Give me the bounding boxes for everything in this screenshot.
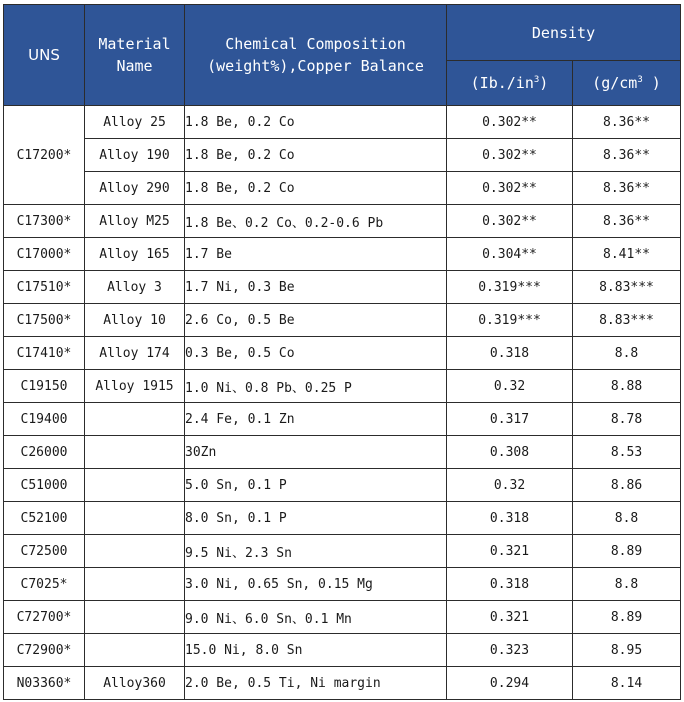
cell-material-name [85, 502, 185, 535]
cell-material-name [85, 469, 185, 502]
cell-density-g-per-cubic-cm: 8.86 [573, 469, 681, 502]
table-row [4, 139, 681, 172]
table-row [4, 205, 681, 238]
table-row [4, 271, 681, 304]
cell-material-name [85, 403, 185, 436]
cell-material-name [85, 634, 185, 667]
cell-density-g-per-cubic-cm: 8.36** [573, 172, 681, 205]
cell-uns: C19400 [4, 403, 85, 436]
cell-density-lb-per-cubic-inch: 0.294 [447, 667, 573, 700]
cell-chemical-composition: 1.7 Be [185, 238, 447, 271]
cell-density-lb-per-cubic-inch: 0.302** [447, 106, 573, 139]
cell-uns: C17500* [4, 304, 85, 337]
table-body [4, 106, 681, 700]
cell-chemical-composition: 1.8 Be, 0.2 Co [185, 106, 447, 139]
cell-material-name: Alloy 165 [85, 238, 185, 271]
cell-density-g-per-cubic-cm: 8.8 [573, 568, 681, 601]
cell-density-lb-per-cubic-inch: 0.304** [447, 238, 573, 271]
cell-density-g-per-cubic-cm: 8.36** [573, 205, 681, 238]
cell-chemical-composition: 2.4 Fe, 0.1 Zn [185, 403, 447, 436]
cell-uns: C26000 [4, 436, 85, 469]
cell-density-g-per-cubic-cm: 8.41** [573, 238, 681, 271]
table-row [4, 568, 681, 601]
cell-density-g-per-cubic-cm: 8.8 [573, 337, 681, 370]
cell-material-name: Alloy 190 [85, 139, 185, 172]
cell-uns: C17300* [4, 205, 85, 238]
header-material-name: Material Name [85, 5, 185, 106]
cell-density-lb-per-cubic-inch: 0.321 [447, 535, 573, 568]
table-row [4, 535, 681, 568]
cell-density-g-per-cubic-cm: 8.78 [573, 403, 681, 436]
table-row [4, 370, 681, 403]
cell-density-g-per-cubic-cm: 8.36** [573, 106, 681, 139]
cell-density-lb-per-cubic-inch: 0.317 [447, 403, 573, 436]
cell-chemical-composition: 1.8 Be, 0.2 Co [185, 172, 447, 205]
table-row [4, 667, 681, 700]
cell-density-lb-per-cubic-inch: 0.308 [447, 436, 573, 469]
cell-material-name [85, 601, 185, 634]
unit-lb-exponent: 3 [533, 75, 540, 85]
cell-density-lb-per-cubic-inch: 0.321 [447, 601, 573, 634]
unit-lb-base: (Ib./in [470, 74, 534, 92]
table-row [4, 238, 681, 271]
cell-density-lb-per-cubic-inch: 0.302** [447, 205, 573, 238]
cell-density-g-per-cubic-cm: 8.53 [573, 436, 681, 469]
cell-material-name: Alloy 25 [85, 106, 185, 139]
cell-density-lb-per-cubic-inch: 0.319*** [447, 304, 573, 337]
unit-g-close: ) [642, 74, 661, 92]
cell-chemical-composition: 2.6 Co, 0.5 Be [185, 304, 447, 337]
cell-material-name [85, 436, 185, 469]
cell-density-g-per-cubic-cm: 8.89 [573, 601, 681, 634]
cell-density-g-per-cubic-cm: 8.89 [573, 535, 681, 568]
cell-chemical-composition: 1.7 Ni, 0.3 Be [185, 271, 447, 304]
cell-density-lb-per-cubic-inch: 0.323 [447, 634, 573, 667]
unit-g-base: (g/cm [592, 74, 638, 92]
cell-density-lb-per-cubic-inch: 0.302** [447, 139, 573, 172]
cell-density-lb-per-cubic-inch: 0.318 [447, 337, 573, 370]
cell-chemical-composition: 2.0 Be, 0.5 Ti, Ni margin [185, 667, 447, 700]
cell-density-g-per-cubic-cm: 8.95 [573, 634, 681, 667]
cell-chemical-composition: 1.8 Be, 0.2 Co [185, 139, 447, 172]
cell-uns: C52100 [4, 502, 85, 535]
cell-density-g-per-cubic-cm: 8.83*** [573, 271, 681, 304]
cell-uns: C72500 [4, 535, 85, 568]
cell-material-name: Alloy360 [85, 667, 185, 700]
cell-uns: C17000* [4, 238, 85, 271]
table-row [4, 403, 681, 436]
cell-material-name [85, 568, 185, 601]
cell-uns: C17200* [4, 106, 85, 205]
table-row [4, 601, 681, 634]
cell-chemical-composition: 1.8 Be、0.2 Co、0.2-0.6 Pb [185, 205, 447, 238]
table-row [4, 304, 681, 337]
cell-chemical-composition: 1.0 Ni、0.8 Pb、0.25 P [185, 370, 447, 403]
header-unit-g-per-cubic-cm [573, 61, 681, 106]
cell-chemical-composition: 30Zn [185, 436, 447, 469]
cell-uns: C17410* [4, 337, 85, 370]
table-row [4, 634, 681, 667]
cell-uns: C7025* [4, 568, 85, 601]
cell-density-g-per-cubic-cm: 8.36** [573, 139, 681, 172]
cell-chemical-composition: 8.0 Sn, 0.1 P [185, 502, 447, 535]
unit-lb-close: ) [539, 74, 549, 92]
alloy-density-table [3, 4, 681, 700]
cell-density-lb-per-cubic-inch: 0.302** [447, 172, 573, 205]
cell-density-g-per-cubic-cm: 8.14 [573, 667, 681, 700]
cell-chemical-composition: 15.0 Ni, 8.0 Sn [185, 634, 447, 667]
cell-uns: C72900* [4, 634, 85, 667]
cell-uns: N03360* [4, 667, 85, 700]
header-chemical-composition: Chemical Composition (weight%),Copper Balance [185, 5, 447, 106]
header-density: Density [447, 5, 681, 61]
cell-material-name: Alloy 1915 [85, 370, 185, 403]
cell-chemical-composition: 9.5 Ni、2.3 Sn [185, 535, 447, 568]
cell-density-lb-per-cubic-inch: 0.318 [447, 502, 573, 535]
table-row [4, 502, 681, 535]
cell-uns: C19150 [4, 370, 85, 403]
table-row [4, 172, 681, 205]
cell-chemical-composition: 0.3 Be, 0.5 Co [185, 337, 447, 370]
cell-uns: C51000 [4, 469, 85, 502]
cell-chemical-composition: 5.0 Sn, 0.1 P [185, 469, 447, 502]
cell-density-lb-per-cubic-inch: 0.32 [447, 370, 573, 403]
cell-material-name: Alloy 174 [85, 337, 185, 370]
cell-material-name: Alloy 3 [85, 271, 185, 304]
cell-material-name [85, 535, 185, 568]
cell-density-g-per-cubic-cm: 8.83*** [573, 304, 681, 337]
unit-g-exponent: 3 [637, 75, 643, 85]
cell-uns: C72700* [4, 601, 85, 634]
cell-density-g-per-cubic-cm: 8.8 [573, 502, 681, 535]
cell-density-g-per-cubic-cm: 8.88 [573, 370, 681, 403]
table-row [4, 337, 681, 370]
cell-chemical-composition: 3.0 Ni, 0.65 Sn, 0.15 Mg [185, 568, 447, 601]
table-row [4, 469, 681, 502]
header-uns: UNS [4, 5, 85, 106]
cell-material-name: Alloy M25 [85, 205, 185, 238]
table-header [4, 5, 681, 106]
header-unit-lb-per-cubic-inch [447, 61, 573, 106]
table-row [4, 436, 681, 469]
cell-density-lb-per-cubic-inch: 0.32 [447, 469, 573, 502]
cell-material-name: Alloy 10 [85, 304, 185, 337]
cell-chemical-composition: 9.0 Ni、6.0 Sn、0.1 Mn [185, 601, 447, 634]
cell-material-name: Alloy 290 [85, 172, 185, 205]
cell-density-lb-per-cubic-inch: 0.319*** [447, 271, 573, 304]
table-row [4, 106, 681, 139]
cell-uns: C17510* [4, 271, 85, 304]
cell-density-lb-per-cubic-inch: 0.318 [447, 568, 573, 601]
